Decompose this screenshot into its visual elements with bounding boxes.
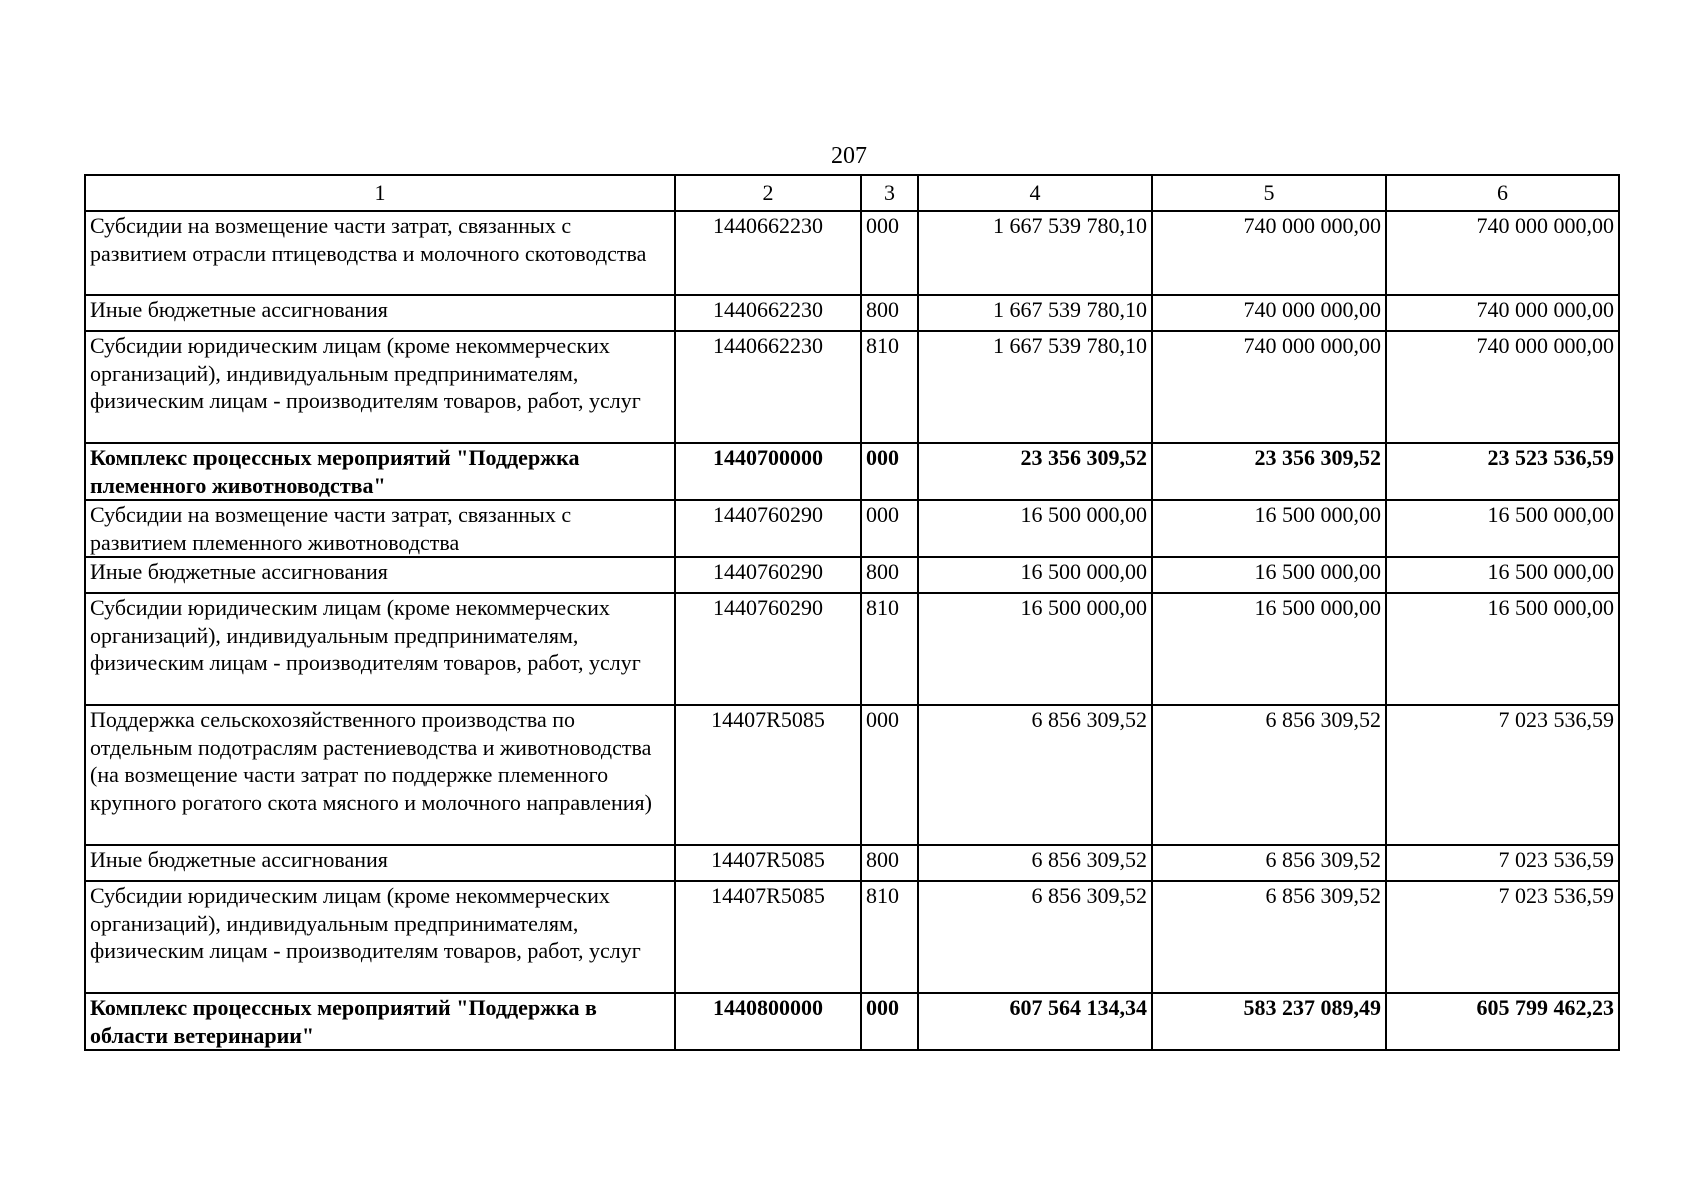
row-value-col5: 16 500 000,00 (1152, 557, 1386, 593)
row-expense-type: 800 (861, 845, 918, 881)
row-expense-type: 000 (861, 443, 918, 500)
row-value-col5: 16 500 000,00 (1152, 500, 1386, 557)
row-value-col5: 6 856 309,52 (1152, 881, 1386, 993)
row-name: Иные бюджетные ассигнования (85, 845, 675, 881)
row-name: Субсидии на возмещение части затрат, связанных с развитием отрасли птицеводства и молочного скотоводства (85, 211, 675, 295)
row-value-col4: 607 564 134,34 (918, 993, 1152, 1050)
table-row (85, 705, 1619, 845)
row-name: Субсидии юридическим лицам (кроме некоммерческих организаций), индивидуальным предпринимателям, физическим лицам - производителям товаров, работ, услуг (85, 881, 675, 993)
row-value-col6: 740 000 000,00 (1386, 211, 1619, 295)
row-code: 1440662230 (675, 211, 861, 295)
row-value-col5: 6 856 309,52 (1152, 705, 1386, 845)
row-value-col5: 583 237 089,49 (1152, 993, 1386, 1050)
row-value-col4: 1 667 539 780,10 (918, 211, 1152, 295)
row-code: 1440662230 (675, 295, 861, 331)
table-row (85, 500, 1619, 557)
row-name: Субсидии на возмещение части затрат, связанных с развитием племенного животноводства (85, 500, 675, 557)
page-number: 207 (831, 143, 867, 169)
row-value-col6: 740 000 000,00 (1386, 295, 1619, 331)
column-header-6: 6 (1386, 175, 1619, 211)
row-value-col4: 16 500 000,00 (918, 593, 1152, 705)
row-value-col5: 740 000 000,00 (1152, 295, 1386, 331)
row-value-col4: 6 856 309,52 (918, 845, 1152, 881)
row-name: Субсидии юридическим лицам (кроме некоммерческих организаций), индивидуальным предпринимателям, физическим лицам - производителям товаров, работ, услуг (85, 593, 675, 705)
column-header-5: 5 (1152, 175, 1386, 211)
row-value-col6: 16 500 000,00 (1386, 500, 1619, 557)
table-row (85, 443, 1619, 500)
row-code: 14407R5085 (675, 705, 861, 845)
row-value-col6: 16 500 000,00 (1386, 593, 1619, 705)
row-name: Комплекс процессных мероприятий "Поддержка в области ветеринарии" (85, 993, 675, 1050)
row-code: 1440662230 (675, 331, 861, 443)
row-value-col5: 23 356 309,52 (1152, 443, 1386, 500)
column-header-2: 2 (675, 175, 861, 211)
row-expense-type: 800 (861, 295, 918, 331)
row-value-col6: 740 000 000,00 (1386, 331, 1619, 443)
row-value-col5: 6 856 309,52 (1152, 845, 1386, 881)
row-name: Комплекс процессных мероприятий "Поддержка племенного животноводства" (85, 443, 675, 500)
row-expense-type: 810 (861, 331, 918, 443)
row-code: 1440800000 (675, 993, 861, 1050)
row-code: 1440760290 (675, 593, 861, 705)
row-value-col5: 740 000 000,00 (1152, 331, 1386, 443)
row-value-col6: 23 523 536,59 (1386, 443, 1619, 500)
column-header-1: 1 (85, 175, 675, 211)
row-expense-type: 000 (861, 211, 918, 295)
row-name: Иные бюджетные ассигнования (85, 295, 675, 331)
row-value-col4: 6 856 309,52 (918, 881, 1152, 993)
row-name: Субсидии юридическим лицам (кроме некоммерческих организаций), индивидуальным предпринимателям, физическим лицам - производителям товаров, работ, услуг (85, 331, 675, 443)
table-row (85, 211, 1619, 295)
row-code: 1440760290 (675, 500, 861, 557)
table-header-row (85, 175, 1619, 211)
column-header-3: 3 (861, 175, 918, 211)
row-code: 14407R5085 (675, 881, 861, 993)
row-value-col4: 1 667 539 780,10 (918, 331, 1152, 443)
row-value-col4: 16 500 000,00 (918, 557, 1152, 593)
row-value-col6: 7 023 536,59 (1386, 881, 1619, 993)
column-header-4: 4 (918, 175, 1152, 211)
row-expense-type: 810 (861, 881, 918, 993)
row-expense-type: 000 (861, 993, 918, 1050)
table-row (85, 295, 1619, 331)
row-value-col4: 1 667 539 780,10 (918, 295, 1152, 331)
row-value-col6: 16 500 000,00 (1386, 557, 1619, 593)
table-row (85, 331, 1619, 443)
row-value-col6: 7 023 536,59 (1386, 845, 1619, 881)
table-row (85, 993, 1619, 1050)
table-row (85, 845, 1619, 881)
row-value-col5: 740 000 000,00 (1152, 211, 1386, 295)
row-name: Поддержка сельскохозяйственного производства по отдельным подотраслям растениеводства и животноводства (на возмещение части затрат по поддержке племенного крупного рогатого скота мясного и молочного направления) (85, 705, 675, 845)
table-row (85, 881, 1619, 993)
row-value-col6: 7 023 536,59 (1386, 705, 1619, 845)
row-expense-type: 000 (861, 500, 918, 557)
budget-table (84, 174, 1620, 1051)
row-value-col5: 16 500 000,00 (1152, 593, 1386, 705)
row-code: 14407R5085 (675, 845, 861, 881)
row-value-col4: 6 856 309,52 (918, 705, 1152, 845)
row-code: 1440700000 (675, 443, 861, 500)
row-value-col6: 605 799 462,23 (1386, 993, 1619, 1050)
table-row (85, 593, 1619, 705)
row-code: 1440760290 (675, 557, 861, 593)
table-row (85, 557, 1619, 593)
row-name: Иные бюджетные ассигнования (85, 557, 675, 593)
row-value-col4: 16 500 000,00 (918, 500, 1152, 557)
row-value-col4: 23 356 309,52 (918, 443, 1152, 500)
row-expense-type: 000 (861, 705, 918, 845)
row-expense-type: 800 (861, 557, 918, 593)
row-expense-type: 810 (861, 593, 918, 705)
